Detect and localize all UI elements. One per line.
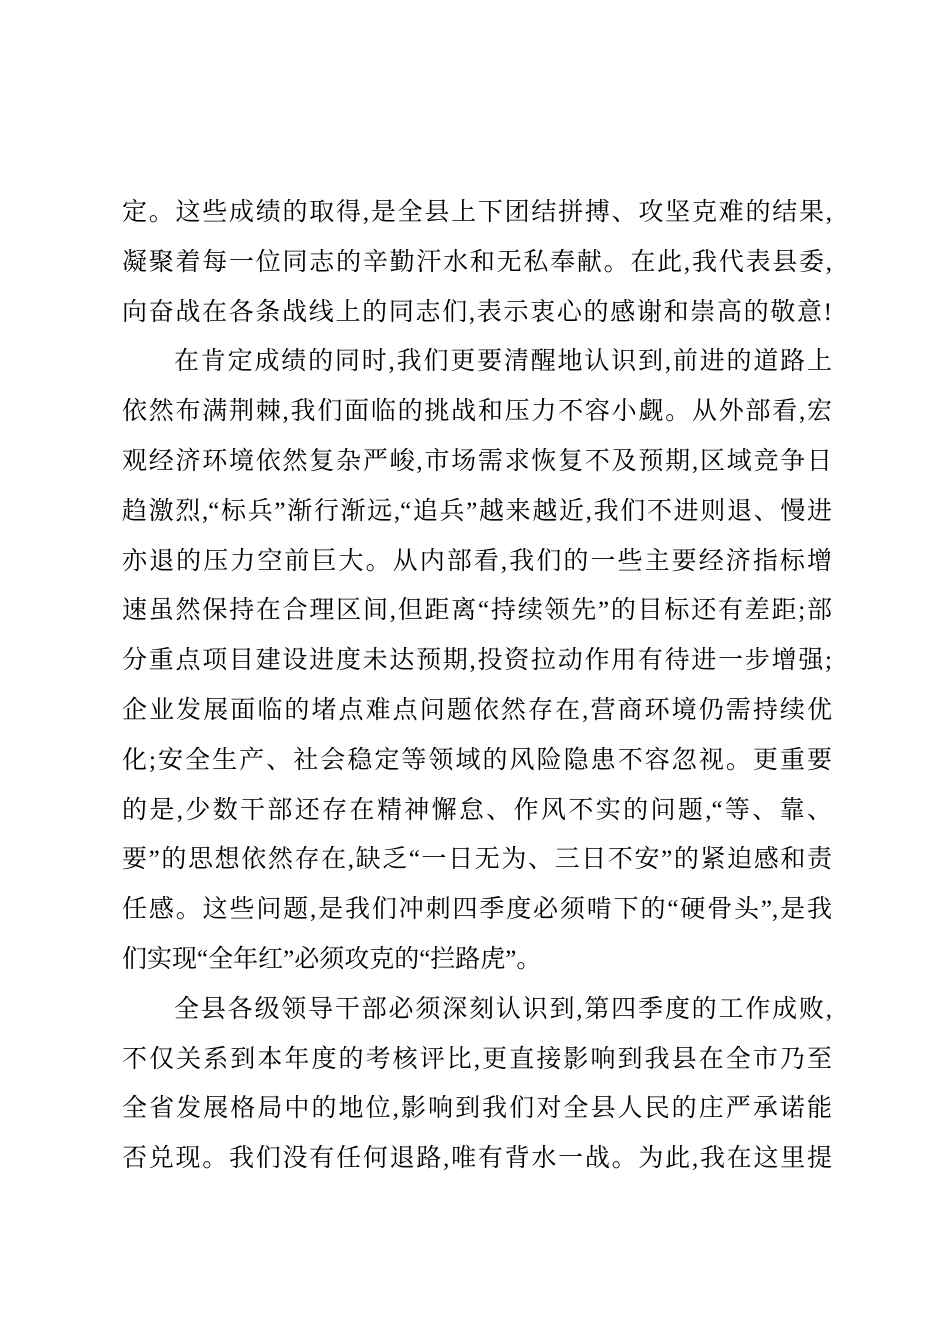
text-line: 不仅关系到本年度的考核评比,更直接影响到我县在全市乃至 [122, 1045, 832, 1073]
text-line: 趋激烈,“标兵”渐行渐远,“追兵”越来越近,我们不进则退、慢进 [122, 497, 832, 525]
text-line: 速虽然保持在合理区间,但距离“持续领先”的目标还有差距;部 [122, 597, 832, 625]
text-line: 分重点项目建设进度未达预期,投资拉动作用有待进一步增强; [122, 647, 832, 675]
text-line: 否兑现。我们没有任何退路,唯有背水一战。为此,我在这里提 [122, 1145, 832, 1173]
text-line: 任感。这些问题,是我们冲刺四季度必须啃下的“硬骨头”,是我 [122, 896, 832, 924]
text-line: 在肯定成绩的同时,我们更要清醒地认识到,前进的道路上 [174, 348, 832, 376]
text-line: 全县各级领导干部必须深刻认识到,第四季度的工作成败, [174, 995, 832, 1023]
text-line: 向奋战在各条战线上的同志们,表示衷心的感谢和崇高的敬意! [122, 298, 832, 326]
text-line: 定。这些成绩的取得,是全县上下团结拼搏、攻坚克难的结果, [122, 199, 832, 226]
text-line: 企业发展面临的堵点难点问题依然存在,营商环境仍需持续优 [122, 696, 832, 724]
text-line: 全省发展格局中的地位,影响到我们对全县人民的庄严承诺能 [122, 1095, 832, 1123]
text-line: 亦退的压力空前巨大。从内部看,我们的一些主要经济指标增 [122, 547, 832, 575]
text-line: 观经济环境依然复杂严峻,市场需求恢复不及预期,区域竞争日 [122, 447, 832, 475]
text-line: 化;安全生产、社会稳定等领域的风险隐患不容忽视。更重要 [122, 746, 832, 774]
text-line: 们实现“全年红”必须攻克的“拦路虎”。 [122, 945, 542, 973]
text-line: 依然布满荆棘,我们面临的挑战和压力不容小觑。从外部看,宏 [122, 398, 832, 426]
text-line: 凝聚着每一位同志的辛勤汗水和无私奉献。在此,我代表县委, [122, 248, 832, 276]
text-line: 要”的思想依然存在,缺乏“一日无为、三日不安”的紧迫感和责 [122, 846, 832, 874]
text-line: 的是,少数干部还存在精神懈怠、作风不实的问题,“等、靠、 [122, 796, 832, 824]
document-text-body [122, 188, 832, 1184]
